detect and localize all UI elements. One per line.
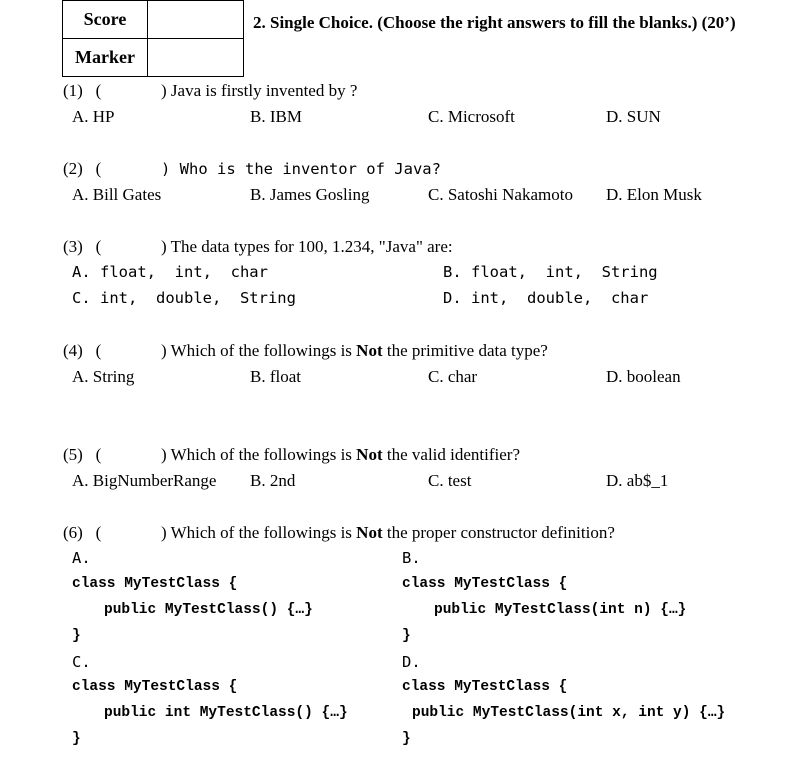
q6-option-a-line2: public MyTestClass() {…} (104, 602, 313, 618)
q1-option-a[interactable]: A. HP (72, 107, 115, 126)
q3-option-b[interactable]: B. float, int, String (443, 263, 658, 281)
score-table (62, 0, 244, 77)
q6-text-after: the proper constructor definition? (382, 523, 615, 542)
q4-number: (4) ( (63, 341, 102, 360)
q4-option-a[interactable]: A. String (72, 367, 135, 386)
q6-option-d-line3: } (402, 731, 411, 747)
q4-text (161, 341, 548, 361)
q5-text-bold: Not (356, 445, 383, 464)
q6-option-a-label[interactable]: A. (72, 549, 91, 567)
q6-option-c-label[interactable]: C. (72, 653, 91, 671)
q6-option-b-label[interactable]: B. (402, 549, 421, 567)
q6-option-c-line3: } (72, 731, 81, 747)
marker-value-cell[interactable] (148, 39, 244, 77)
q2-option-c[interactable]: C. Satoshi Nakamoto (428, 185, 573, 204)
q6-number: (6) ( (63, 523, 102, 542)
q6-option-b-line1: class MyTestClass { (402, 576, 568, 592)
q2-text: ) Who is the inventor of Java? (161, 160, 441, 178)
q4-option-b[interactable]: B. float (250, 367, 301, 386)
q6-option-b-line3: } (402, 628, 411, 644)
section-title: 2. Single Choice. (Choose the right answers to fill the blanks.) (20’) (253, 13, 736, 32)
q2-number: (2) ( (63, 159, 102, 178)
q5-number: (5) ( (63, 445, 102, 464)
marker-label: Marker (63, 39, 148, 77)
q6-option-c-line2: public int MyTestClass() {…} (104, 705, 348, 721)
q1-number: (1) ( (63, 81, 102, 100)
score-value-cell[interactable] (148, 1, 244, 39)
q5-text (161, 445, 520, 465)
q3-option-c[interactable]: C. int, double, String (72, 289, 296, 307)
q5-text-after: the valid identifier? (382, 445, 520, 464)
q1-option-c[interactable]: C. Microsoft (428, 107, 515, 126)
q3-option-d[interactable]: D. int, double, char (443, 289, 649, 307)
q3-text: ) The data types for 100, 1.234, "Java" are: (161, 237, 453, 256)
q2-option-b[interactable]: B. James Gosling (250, 185, 370, 204)
q1-option-b[interactable]: B. IBM (250, 107, 302, 126)
q3-number: (3) ( (63, 237, 102, 256)
q6-option-d-label[interactable]: D. (402, 653, 421, 671)
q6-option-a-line3: } (72, 628, 81, 644)
q5-option-c[interactable]: C. test (428, 471, 472, 490)
q4-text-after: the primitive data type? (382, 341, 548, 360)
q6-text-before: ) Which of the followings is (161, 523, 357, 542)
q6-option-a-line1: class MyTestClass { (72, 576, 238, 592)
q4-option-c[interactable]: C. char (428, 367, 478, 386)
q1-text: ) Java is firstly invented by ? (161, 81, 358, 100)
q6-text-bold: Not (356, 523, 383, 542)
q5-option-d[interactable]: D. ab$_1 (606, 471, 669, 490)
q3-option-a[interactable]: A. float, int, char (72, 263, 268, 281)
q1-option-d[interactable]: D. SUN (606, 107, 661, 126)
q2-option-d[interactable]: D. Elon Musk (606, 185, 702, 204)
q4-option-d[interactable]: D. boolean (606, 367, 681, 386)
q4-text-bold: Not (356, 341, 383, 360)
q2-option-a[interactable]: A. Bill Gates (72, 185, 162, 204)
q5-option-b[interactable]: B. 2nd (250, 471, 296, 490)
q5-option-a[interactable]: A. BigNumberRange (72, 471, 217, 490)
score-label: Score (63, 1, 148, 39)
q4-text-before: ) Which of the followings is (161, 341, 357, 360)
q6-option-b-line2: public MyTestClass(int n) {…} (434, 602, 687, 618)
q6-option-c-line1: class MyTestClass { (72, 679, 238, 695)
q6-option-d-line1: class MyTestClass { (402, 679, 568, 695)
q6-option-d-line2: public MyTestClass(int x, int y) {…} (412, 705, 726, 721)
q5-text-before: ) Which of the followings is (161, 445, 357, 464)
q6-text (161, 523, 615, 543)
